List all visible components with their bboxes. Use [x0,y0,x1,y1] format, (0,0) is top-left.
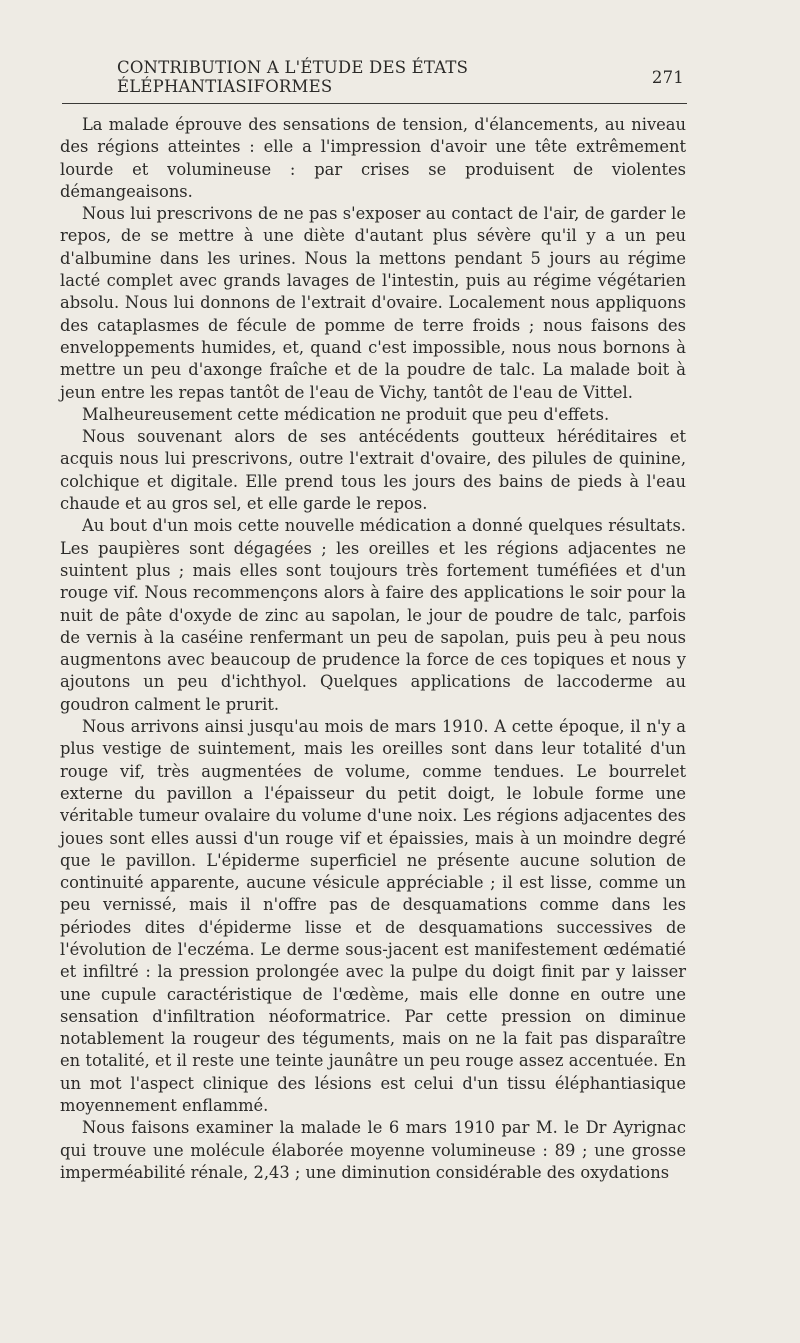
running-title: CONTRIBUTION A L'ÉTUDE DES ÉTATS ÉLÉPHANTIASIFORMES [117,58,469,96]
paragraph: Malheureusement cette médication ne produit que peu d'effets. [82,404,610,424]
paragraph: Nous souvenant alors de ses antécédents goutteux héréditaires et acquis nous lui prescrivons, outre l'extrait d'ovaire, des pilules de quinine, colchique et digitale. Elle prend tous les jours des bains de pieds à l'eau chaude et au gros sel, et elle garde le repos. [60,427,686,514]
paragraph: La malade éprouve des sensations de tension, d'élancements, au niveau des régions atteintes : elle a l'impression d'avoir une tête extrêmement lourde et volumineuse : par crises se produisent de violentes démangeaisons. [60,115,686,201]
paragraph: Nous lui prescrivons de ne pas s'exposer au contact de l'air, de garder le repos, de se mettre à une diète d'autant plus sévère qu'il y a un peu d'albumine dans les urines. Nous la mettons pendant 5 jours au régime lacté complet avec grands lavages de l'intestin, puis au régime végétarien absolu. Nous lui donnons de l'extrait d'ovaire. Localement nous appliquons des cataplasmes de fécule de pomme de terre froids ; nous faisons des enveloppements humides, et, quand c'est impossible, nous nous bornons à mettre un peu d'axonge fraîche et de la poudre de talc. La malade boit à jeun entre les repas tantôt de l'eau de Vichy, tantôt de l'eau de Vittel. [60,204,686,402]
header-rule [62,103,687,104]
running-header [117,58,684,96]
body-text [60,114,686,1184]
paragraph: Au bout d'un mois cette nouvelle médication a donné quelques résultats. Les paupières sont dégagées ; les oreilles et les régions adjacentes ne suintent plus ; mais elles sont toujours très fortement tuméfiées et d'un rouge vif. Nous recommençons alors à faire des applications le soir pour la nuit de pâte d'oxyde de zinc au sapolan, le jour de poudre de talc, parfois de vernis à la caséine renfermant un peu de sapolan, puis peu à peu nous augmentons avec beaucoup de prudence la force de ces topiques et nous y ajoutons un peu d'ichthyol. Quelques applications de laccoderme au goudron calment le prurit. [60,516,686,714]
paragraph: Nous arrivons ainsi jusqu'au mois de mars 1910. A cette époque, il n'y a plus vestige de suintement, mais les oreilles sont dans leur totalité d'un rouge vif, très augmentées de volume, comme tendues. Le bourrelet externe du pavillon a l'épaisseur du petit doigt, le lobule forme une véritable tumeur ovalaire du volume d'une noix. Les régions adjacentes des joues sont elles aussi d'un rouge vif et épaissies, mais à un moindre degré que le pavillon. L'épiderme superficiel ne présente aucune solution de continuité apparente, aucune vésicule appréciable ; il est lisse, comme un peu vernissé, mais il n'offre pas de desquamations comme dans les périodes dites d'épiderme lisse et de desquamations successives de l'évolution de l'eczéma. Le derme sous-jacent est manifestement œdématié et infiltré : la pression prolongée avec la pulpe du doigt finit par y laisser une cupule caractéristique de l'œdème, mais elle donne en outre une sensation d'infiltration néoformatrice. Par cette pression on diminue notablement la rougeur des téguments, mais on ne la fait pas disparaître en totalité, et il reste une teinte jaunâtre un peu rouge assez accentuée. En un mot l'aspect clinique des lésions est celui d'un tissu éléphantiasique moyennement enflammé. [60,717,686,1116]
paragraph: Nous faisons examiner la malade le 6 mars 1910 par M. le Dr Ayrignac qui trouve une molécule élaborée moyenne volumineuse : 89 ; une grosse imperméabilité rénale, 2,43 ; une diminution considérable des oxydations [60,1118,686,1182]
page-number: 271 [651,67,684,87]
